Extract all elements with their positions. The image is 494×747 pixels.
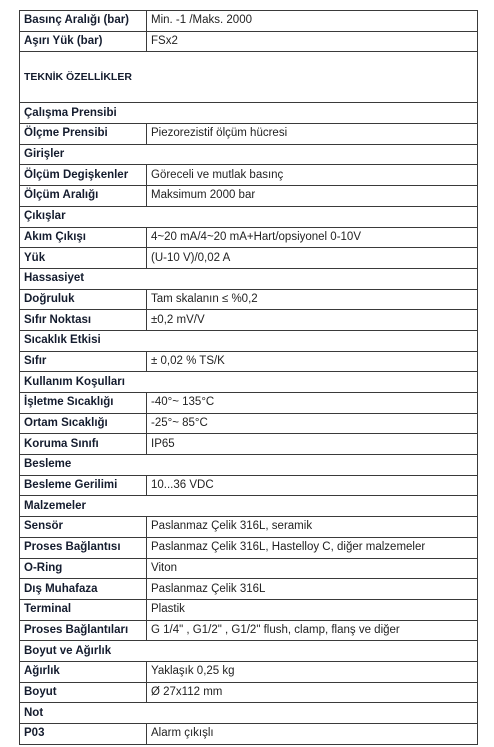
- spec-row: [20, 310, 478, 331]
- section-heading: Boyut ve Ağırlık: [20, 641, 478, 662]
- spec-value: Paslanmaz Çelik 316L, Hastelloy C, diğer malzemeler: [147, 537, 478, 558]
- spec-section-row: [20, 496, 478, 517]
- spec-value: (U-10 V)/0,02 A: [147, 248, 478, 269]
- spec-section-row: [20, 330, 478, 351]
- section-heading: Sıcaklık Etkisi: [20, 330, 478, 351]
- spec-label: Akım Çıkışı: [20, 227, 147, 248]
- spec-value: Yaklaşık 0,25 kg: [147, 661, 478, 682]
- spec-section-row: [20, 703, 478, 724]
- section-heading: Besleme: [20, 455, 478, 476]
- spec-table-body: [20, 11, 478, 745]
- spec-row: [20, 475, 478, 496]
- spec-value: -25°~ 85°C: [147, 413, 478, 434]
- spec-row: [20, 599, 478, 620]
- spec-label: Sıfır: [20, 351, 147, 372]
- spec-value: ± 0,02 % TS/K: [147, 351, 478, 372]
- spec-label: Boyut: [20, 682, 147, 703]
- spec-label: Ölçüm Aralığı: [20, 186, 147, 207]
- spec-row: [20, 165, 478, 186]
- spec-section-row: [20, 268, 478, 289]
- spec-row: [20, 186, 478, 207]
- section-heading: Malzemeler: [20, 496, 478, 517]
- spec-value: 4~20 mA/4~20 mA+Hart/opsiyonel 0-10V: [147, 227, 478, 248]
- spec-value: Tam skalanın ≤ %0,2: [147, 289, 478, 310]
- spec-row: [20, 682, 478, 703]
- spec-label: İşletme Sıcaklığı: [20, 393, 147, 414]
- spec-row: [20, 351, 478, 372]
- spec-label: O-Ring: [20, 558, 147, 579]
- spec-label: Sıfır Noktası: [20, 310, 147, 331]
- spec-label: Ölçüm Degişkenler: [20, 165, 147, 186]
- spec-row: [20, 579, 478, 600]
- spec-section-row: [20, 206, 478, 227]
- spec-value: Viton: [147, 558, 478, 579]
- spec-section-row: [20, 455, 478, 476]
- spec-value: Alarm çıkışlı: [147, 724, 478, 745]
- spec-label: Doğruluk: [20, 289, 147, 310]
- table-heading: TEKNİK ÖZELLİKLER: [20, 52, 478, 103]
- spec-label: Proses Bağlantısı: [20, 537, 147, 558]
- spec-row: [20, 537, 478, 558]
- spec-row: [20, 434, 478, 455]
- spec-row: [20, 124, 478, 145]
- spec-label: Dış Muhafaza: [20, 579, 147, 600]
- section-heading: Çıkışlar: [20, 206, 478, 227]
- spec-row: [20, 11, 478, 32]
- spec-value: Min. -1 /Maks. 2000: [147, 11, 478, 32]
- spec-row: [20, 393, 478, 414]
- spec-value: Plastik: [147, 599, 478, 620]
- spec-row: [20, 558, 478, 579]
- spec-value: Göreceli ve mutlak basınç: [147, 165, 478, 186]
- spec-value: ±0,2 mV/V: [147, 310, 478, 331]
- spec-row: [20, 248, 478, 269]
- section-heading: Girişler: [20, 144, 478, 165]
- spec-value: Maksimum 2000 bar: [147, 186, 478, 207]
- spec-value: IP65: [147, 434, 478, 455]
- spec-row: [20, 517, 478, 538]
- spec-value: 10...36 VDC: [147, 475, 478, 496]
- spec-label: Ağırlık: [20, 661, 147, 682]
- spec-row: [20, 227, 478, 248]
- spec-label: Ortam Sıcaklığı: [20, 413, 147, 434]
- spec-row: [20, 661, 478, 682]
- spec-section-row: [20, 372, 478, 393]
- spec-value: Ø 27x112 mm: [147, 682, 478, 703]
- spec-value: G 1/4" , G1/2" , G1/2" flush, clamp, flanş ve diğer: [147, 620, 478, 641]
- section-heading: Kullanım Koşulları: [20, 372, 478, 393]
- spec-label: Ölçme Prensibi: [20, 124, 147, 145]
- spec-value: Piezorezistif ölçüm hücresi: [147, 124, 478, 145]
- spec-label: Besleme Gerilimi: [20, 475, 147, 496]
- spec-label: Koruma Sınıfı: [20, 434, 147, 455]
- spec-section-row: [20, 103, 478, 124]
- spec-label: Proses Bağlantıları: [20, 620, 147, 641]
- spec-label: Sensör: [20, 517, 147, 538]
- spec-row: [20, 620, 478, 641]
- section-heading: Not: [20, 703, 478, 724]
- spec-value: Paslanmaz Çelik 316L: [147, 579, 478, 600]
- spec-table: [19, 10, 478, 745]
- section-heading: Hassasiyet: [20, 268, 478, 289]
- spec-section-row: [20, 641, 478, 662]
- spec-label: P03: [20, 724, 147, 745]
- spec-value: Paslanmaz Çelik 316L, seramik: [147, 517, 478, 538]
- spec-row: [20, 413, 478, 434]
- spec-label: Basınç Aralığı (bar): [20, 11, 147, 32]
- spec-header-row: [20, 52, 478, 103]
- spec-label: Aşırı Yük (bar): [20, 31, 147, 52]
- spec-row: [20, 31, 478, 52]
- spec-row: [20, 724, 478, 745]
- section-heading: Çalışma Prensibi: [20, 103, 478, 124]
- spec-row: [20, 289, 478, 310]
- spec-label: Yük: [20, 248, 147, 269]
- spec-section-row: [20, 144, 478, 165]
- spec-value: -40°~ 135°C: [147, 393, 478, 414]
- spec-label: Terminal: [20, 599, 147, 620]
- spec-value: FSx2: [147, 31, 478, 52]
